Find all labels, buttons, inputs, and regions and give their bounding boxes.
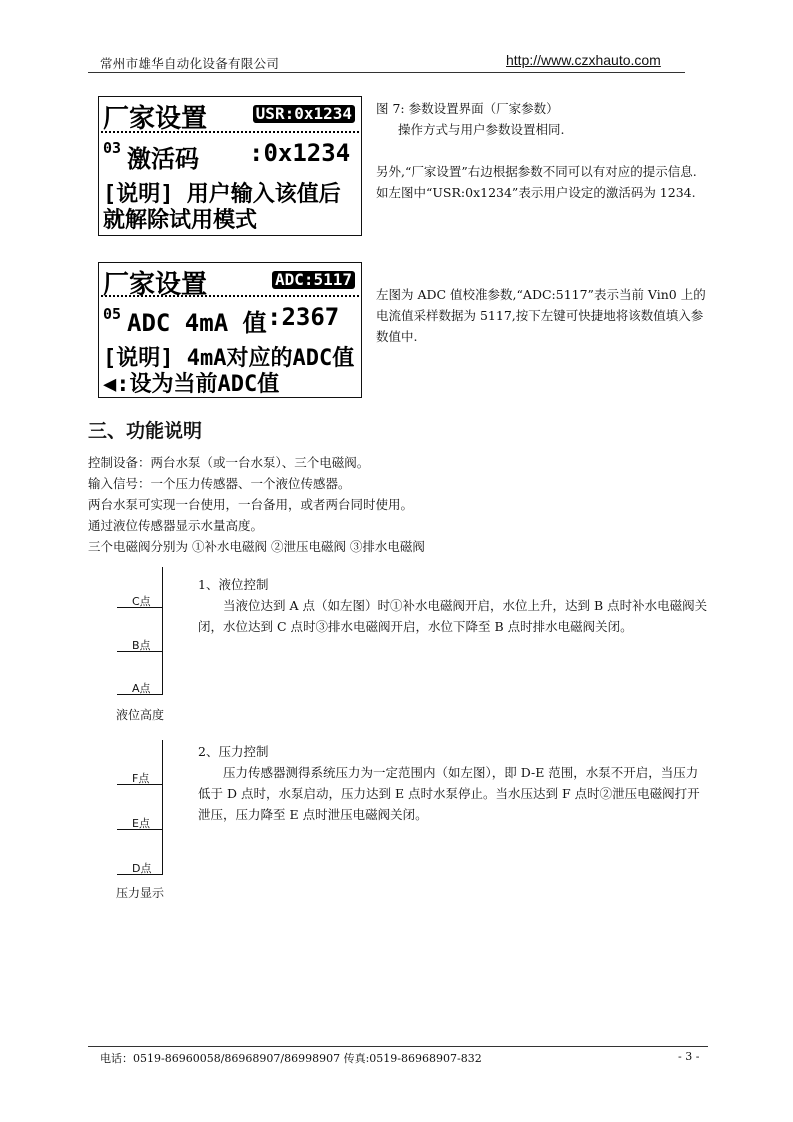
paragraph: 当液位达到 A 点（如左图）时①补水电磁阀开启，水位上升，达到 B 点时补水电磁阀关闭，水位达到 C 点时③排水电磁阀开启，水位下降至 B 点时排水电磁阀关闭。 — [198, 598, 708, 634]
list-item: 两台水泵可实现一台使用，一台备用，或者两台同时使用。 — [88, 497, 414, 512]
lcd-param-value: :0x1234 — [249, 139, 351, 167]
subheading: 2、压力控制 — [198, 744, 269, 759]
adc-caption — [376, 284, 706, 347]
lcd-param-label: 激活码 — [127, 145, 199, 173]
lcd-separator — [101, 131, 359, 133]
lcd-note-line1: [说明] 用户输入该值后 — [103, 182, 341, 207]
lcd-note-line2: ◀:设为当前ADC值 — [103, 372, 280, 397]
level-scale-title: 液位高度 — [116, 708, 165, 722]
footer-divider — [88, 1046, 708, 1047]
level-label-a: A点 — [132, 682, 151, 695]
section-heading: 三、功能说明 — [88, 420, 203, 442]
lcd-badge: USR:0x1234 — [253, 105, 355, 123]
subheading: 1、液位控制 — [198, 577, 269, 592]
pressure-control-section — [198, 741, 710, 825]
header-divider — [88, 72, 685, 73]
level-scale-axis — [162, 567, 163, 695]
caption-description: 另外,“厂家设置”右边根据参数不同可以有对应的提示信息.如左图中“USR:0x1234”表示用户设定的激活码为 1234. — [376, 164, 697, 200]
function-list — [88, 452, 425, 557]
lcd-screen-adc — [98, 262, 362, 398]
list-item: 通过液位传感器显示水量高度。 — [88, 518, 264, 533]
lcd-separator — [101, 295, 359, 297]
company-name: 常州市雄华自动化设备有限公司 — [100, 56, 280, 71]
lcd-note-line2: 就解除试用模式 — [103, 208, 258, 233]
list-item: 控制设备：两台水泵（或一台水泵）、三个电磁阀。 — [88, 455, 370, 470]
footer-contact: 电话：0519-86960058/86968907/86998907 传真:0519-86968907-832 — [100, 1052, 482, 1065]
caption-subtitle: 操作方式与用户参数设置相同. — [398, 122, 565, 137]
lcd-param-label: ADC 4mA 值 — [127, 309, 267, 337]
pressure-label-d: D点 — [132, 862, 152, 875]
lcd-screen-usr — [98, 96, 362, 236]
website-link[interactable]: http://www.czxhauto.com — [506, 52, 661, 68]
lcd-param-number: 05 — [103, 305, 122, 323]
level-label-b: B点 — [132, 639, 151, 652]
pressure-scale-title: 压力显示 — [116, 886, 165, 900]
lcd-param-number: 03 — [103, 139, 122, 157]
lcd-title: 厂家设置 — [103, 270, 208, 300]
figure-caption — [376, 98, 706, 203]
list-item: 输入信号：一个压力传感器、一个液位传感器。 — [88, 476, 351, 491]
pressure-label-f: F点 — [132, 772, 150, 785]
page-number: - 3 - — [678, 1050, 700, 1063]
list-item: 三个电磁阀分别为 ①补水电磁阀 ②泄压电磁阀 ③排水电磁阀 — [88, 539, 425, 554]
paragraph: 压力传感器测得系统压力为一定范围内（如左图），即 D-E 范围，水泵不开启，当压力低于 D 点时，水泵启动，压力达到 E 点时水泵停止。当水压达到 F 点时②泄压电磁阀打开泄压，压力降至 E 点时泄压电磁阀关闭。 — [198, 765, 700, 822]
pressure-scale-axis — [162, 740, 163, 875]
lcd-param-value: :2367 — [267, 303, 340, 331]
lcd-title: 厂家设置 — [103, 104, 208, 134]
caption-title: 图 7: 参数设置界面（厂家参数） — [376, 101, 559, 116]
level-control-section — [198, 574, 710, 637]
lcd-note-line1: [说明] 4mA对应的ADC值 — [103, 346, 355, 371]
level-label-c: C点 — [132, 595, 151, 608]
lcd-badge: ADC:5117 — [272, 271, 355, 289]
caption-description: 左图为 ADC 值校准参数,“ADC:5117”表示当前 Vin0 上的电流值采样数据为 5117,按下左键可快捷地将该数值填入参数值中. — [376, 287, 706, 344]
pressure-label-e: E点 — [132, 817, 150, 830]
